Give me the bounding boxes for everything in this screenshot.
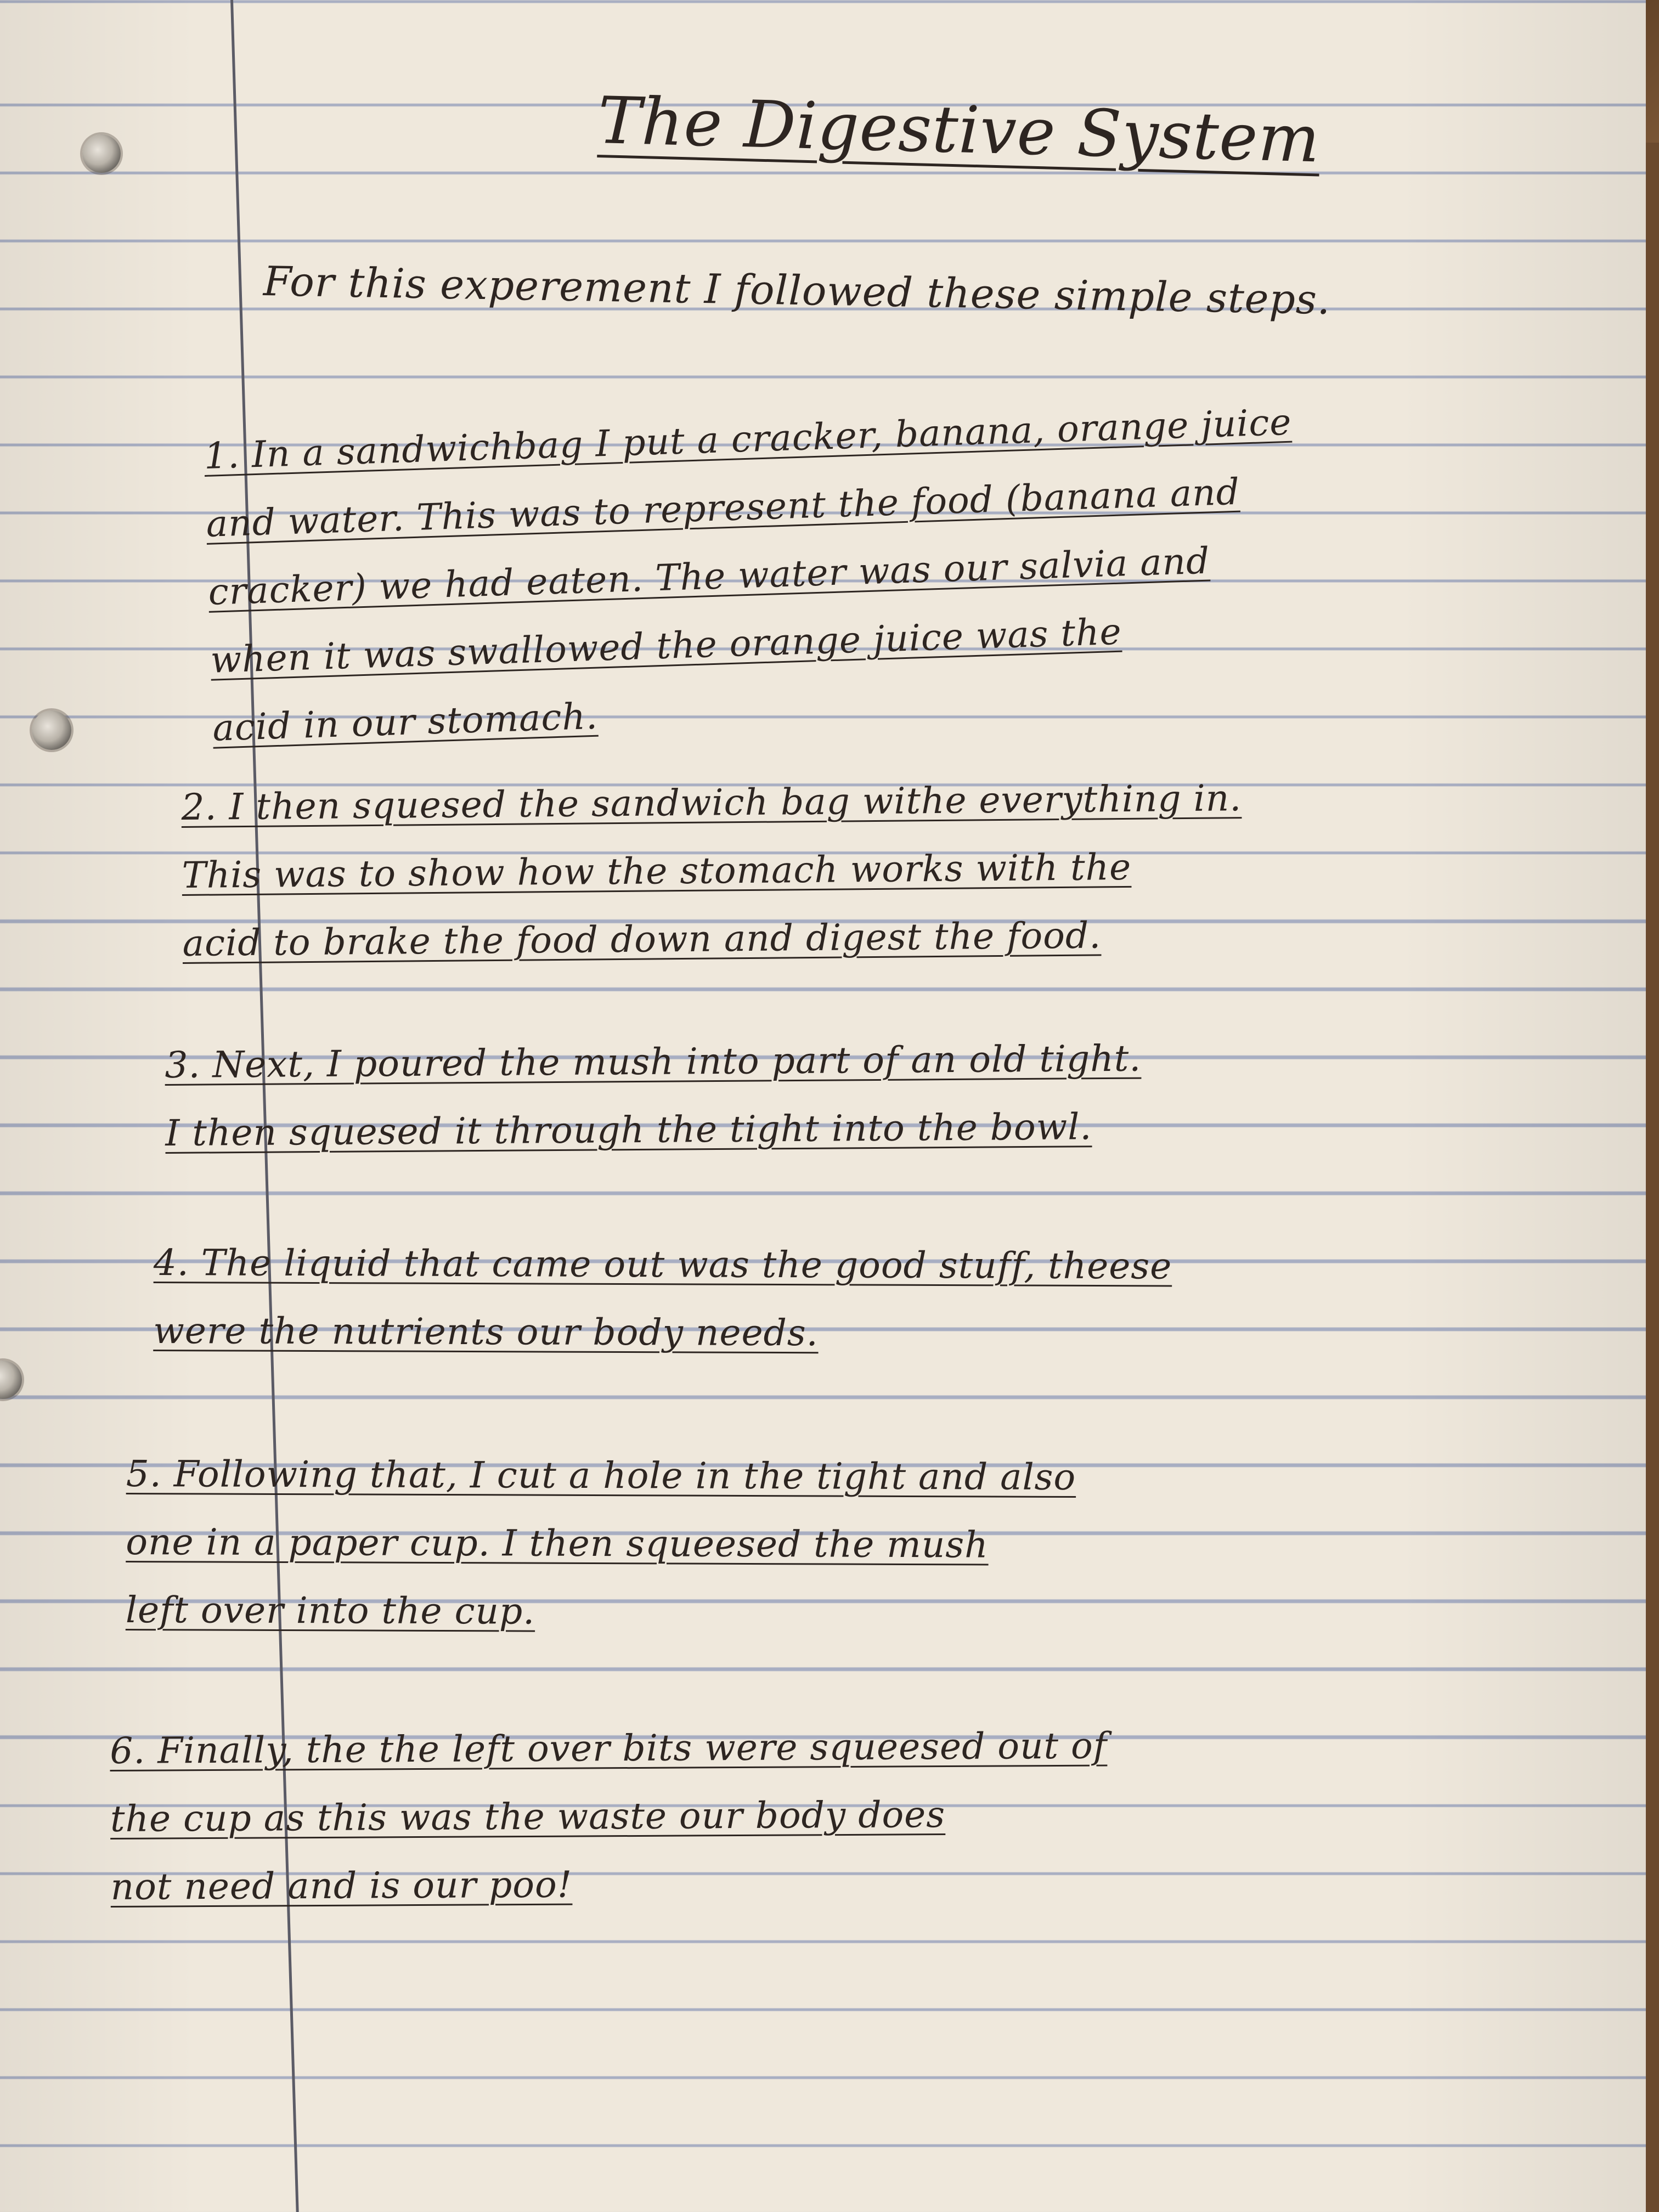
page-title: The Digestive System <box>597 82 1322 177</box>
step-line: 4. The liquid that came out was the good stuff, theese <box>153 1241 1172 1288</box>
step-line: acid in our stomach. <box>212 695 599 749</box>
step-line: cracker) we had eaten. The water was our salvia and <box>207 539 1211 613</box>
step-line: I then squesed it through the tight into the bowl. <box>165 1105 1092 1154</box>
step-1 <box>203 388 1301 763</box>
step-line: 1. In a sandwichbag I put a cracker, banana, orange juice <box>203 400 1293 477</box>
step-2 <box>181 764 1243 978</box>
punch-hole <box>0 1361 22 1399</box>
step-line: 6. Finally, the the left over bits were squeesed out of <box>110 1724 1108 1772</box>
step-line: 5. Following that, I cut a hole in the tight and also <box>126 1452 1076 1499</box>
punch-hole <box>32 710 71 750</box>
punch-hole <box>82 134 121 173</box>
step-line: not need and is our poo! <box>110 1863 573 1908</box>
step-line: left over into the cup. <box>125 1588 535 1633</box>
intro-sentence: For this experement I followed these simple steps. <box>263 258 1331 324</box>
step-4 <box>153 1229 1172 1368</box>
step-line: This was to show how the stomach works with the <box>182 845 1132 896</box>
step-3 <box>165 1025 1142 1167</box>
step-line: acid to brake the food down and digest the food. <box>182 914 1102 964</box>
step-line: 2. I then squesed the sandwich bag withe everything in. <box>181 777 1242 828</box>
step-line: when it was swallowed the orange juice was the <box>210 610 1122 681</box>
step-line: 3. Next, I poured the mush into part of an old tight. <box>165 1037 1142 1086</box>
step-line: the cup as this was the waste our body does <box>110 1793 946 1840</box>
step-5 <box>126 1440 1076 1647</box>
step-line: one in a paper cup. I then squeesed the mush <box>126 1520 989 1566</box>
step-line: were the nutrients our body needs. <box>153 1309 819 1355</box>
step-line: and water. This was to represent the food (banana and <box>205 470 1241 545</box>
step-6 <box>110 1712 1108 1921</box>
